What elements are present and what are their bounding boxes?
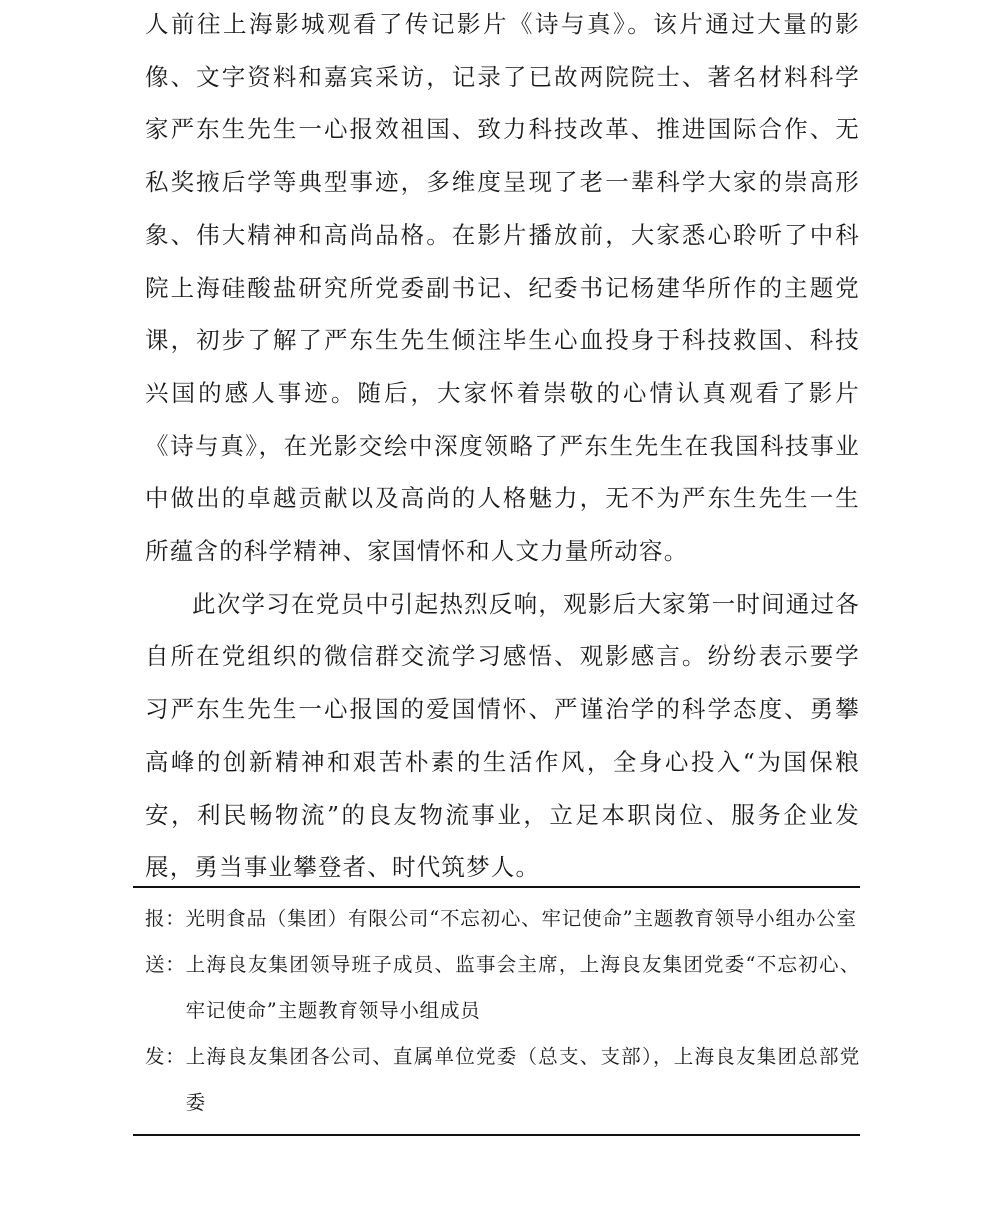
document-body <box>145 0 860 894</box>
document-page <box>145 0 860 1114</box>
distribution-label: 发： <box>145 1045 186 1068</box>
distribution-label: 报： <box>145 907 186 930</box>
distribution-block <box>133 886 860 1136</box>
distribution-label: 送： <box>145 953 186 976</box>
distribution-report-item <box>133 896 860 942</box>
distribution-recipients: 光明食品（集团）有限公司“不忘初心、牢记使命”主题教育领导小组办公室 <box>185 907 857 930</box>
distribution-send-item <box>133 942 860 1034</box>
distribution-issue-item <box>133 1034 860 1126</box>
body-paragraph: 此次学习在党员中引起热烈反响，观影后大家第一时间通过各自所在党组织的微信群交流学习感悟、观影感言。纷纷表示要学习严东生先生一心报国的爱国情怀、严谨治学的科学态度、勇攀高峰的创新精神和艰苦朴素的生活作风，全身心投入“为国保粮安，利民畅物流”的良友物流事业，立足本职岗位、服务企业发展，勇当事业攀登者、时代筑梦人。 <box>145 589 860 882</box>
distribution-recipients: 上海良友集团领导班子成员、监事会主席，上海良友集团党委“不忘初心、牢记使命”主题教育领导小组成员 <box>185 953 860 1022</box>
distribution-recipients: 上海良友集团各公司、直属单位党委（总支、支部），上海良友集团总部党委 <box>185 1045 860 1114</box>
body-paragraph: 人前往上海影城观看了传记影片《诗与真》。该片通过大量的影像、文字资料和嘉宾采访，记录了已故两院院士、著名材料科学家严东生先生一心报效祖国、致力科技改革、推进国际合作、无私奖掖后学等典型事迹，多维度呈现了老一辈科学大家的崇高形象、伟大精神和高尚品格。在影片播放前，大家悉心聆听了中科院上海硅酸盐研究所党委副书记、纪委书记杨建华所作的主题党课，初步了解了严东生先生倾注毕生心血投身于科技救国、科技兴国的感人事迹。随后，大家怀着崇敬的心情认真观看了影片《诗与真》，在光影交绘中深度领略了严东生先生在我国科技事业中做出的卓越贡献以及高尚的人格魅力，无不为严东生先生一生所蕴含的科学精神、家国情怀和人文力量所动容。 <box>145 10 860 566</box>
